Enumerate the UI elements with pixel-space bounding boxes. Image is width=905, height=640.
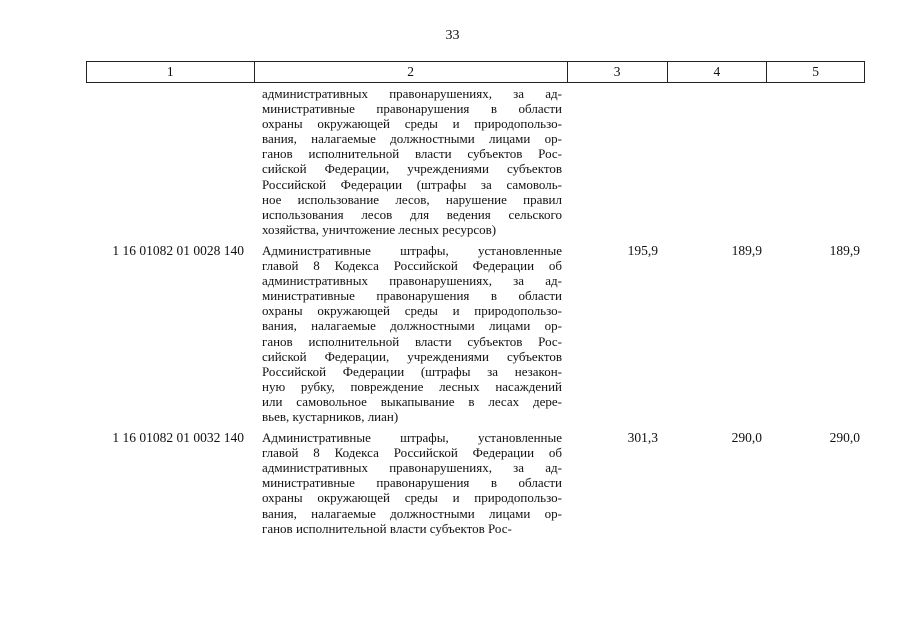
description-line: сийской Федерации, учреждениями субъектов (262, 161, 562, 177)
description-line: использования лесов для ведения сельского (262, 206, 562, 222)
amount-year-3: 290,0 (829, 430, 860, 446)
description-line: главой 8 Кодекса Российской Федерации об (262, 258, 562, 274)
description-line: ганов исполнительной власти субъектов Рос- (262, 146, 562, 162)
amount-year-3 (768, 86, 865, 237)
description-line: административных правонарушениях, за ад- (262, 460, 562, 476)
description-line: вания, налагаемые должностными лицами ор- (262, 318, 562, 334)
description-line: министративные правонарушения в области (262, 288, 562, 304)
income-description (254, 86, 568, 237)
description-line: Административные штрафы, установленные (262, 242, 562, 258)
amount-year-2 (668, 86, 768, 237)
income-description (254, 430, 568, 536)
budget-code (86, 86, 254, 237)
description-line: главой 8 Кодекса Российской Федерации об (262, 445, 562, 461)
income-description (254, 243, 568, 424)
description-line: министративные правонарушения в области (262, 475, 562, 491)
column-header-4: 4 (668, 62, 768, 82)
description-line: хозяйства, уничтожение лесных ресурсов) (262, 221, 497, 237)
amount-year-3: 189,9 (829, 242, 860, 258)
column-header-3: 3 (568, 62, 668, 82)
amount-year-2: 189,9 (731, 242, 762, 258)
amount-year-1: 195,9 (627, 242, 658, 258)
table-row (86, 243, 865, 424)
description-line: Административные штрафы, установленные (262, 430, 562, 446)
table-row (86, 430, 865, 536)
page-number: 33 (445, 28, 460, 43)
amount-year-1: 301,3 (627, 430, 658, 446)
description-line: Российской Федерации (штрафы за незакон- (262, 363, 562, 379)
budget-code: 1 16 01082 01 0032 140 (112, 430, 244, 446)
description-line: ганов исполнительной власти субъектов Рос- (262, 333, 562, 349)
column-header-2: 2 (255, 62, 568, 82)
description-line: охраны окружающей среды и природопользо- (262, 490, 562, 506)
description-line: ное использование лесов, нарушение правил (262, 191, 562, 207)
column-header-5: 5 (812, 64, 819, 79)
amount-year-2: 290,0 (731, 430, 762, 446)
description-line: вания, налагаемые должностными лицами ор- (262, 131, 562, 147)
description-line: охраны окружающей среды и природопользо- (262, 303, 562, 319)
description-line: ганов исполнительной власти субъектов Рос- (262, 520, 512, 536)
table-column-header (86, 61, 865, 83)
description-line: сийской Федерации, учреждениями субъектов (262, 348, 562, 364)
description-line: административных правонарушениях, за ад- (262, 86, 562, 101)
description-line: министративные правонарушения в области (262, 101, 562, 117)
description-line: вания, налагаемые должностными лицами ор- (262, 505, 562, 521)
budget-code: 1 16 01082 01 0028 140 (112, 242, 244, 258)
table-body (86, 86, 865, 536)
description-line: Российской Федерации (штрафы за самоволь- (262, 176, 562, 192)
description-line: административных правонарушениях, за ад- (262, 273, 562, 289)
description-line: охраны окружающей среды и природопользо- (262, 116, 562, 132)
description-line: ную рубку, повреждение лесных насаждений (262, 378, 562, 394)
amount-year-1 (568, 86, 668, 237)
description-line: или самовольное выкапывание в лесах дере- (262, 393, 562, 409)
column-header-1: 1 (87, 62, 255, 82)
table-row (86, 86, 865, 237)
description-line: вьев, кустарников, лиан) (262, 408, 399, 424)
